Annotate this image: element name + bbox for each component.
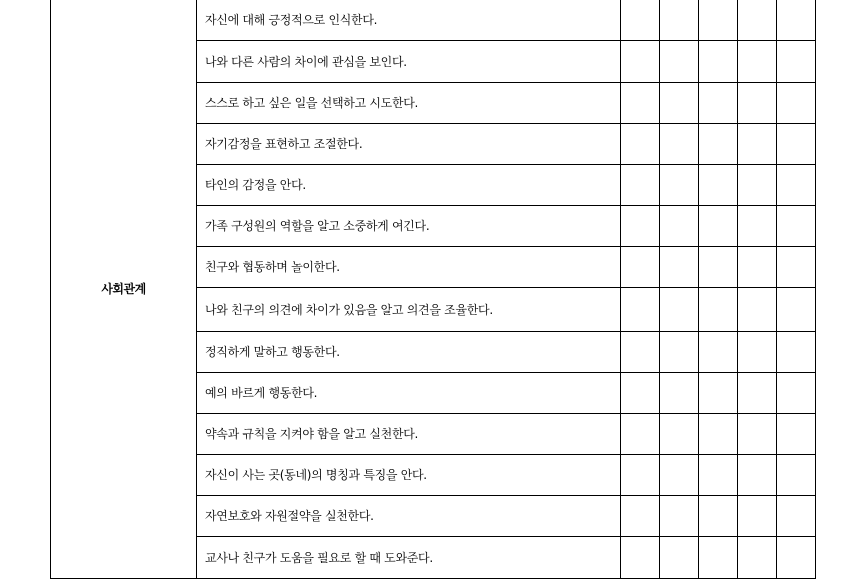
check-cell[interactable] (738, 287, 777, 331)
check-cell[interactable] (621, 164, 660, 205)
item-text: 자신이 사는 곳(동네)의 명칭과 특징을 안다. (197, 454, 621, 495)
check-cell[interactable] (699, 454, 738, 495)
check-cell[interactable] (738, 164, 777, 205)
item-text: 나와 친구의 의견에 차이가 있음을 알고 의견을 조율한다. (197, 287, 621, 331)
check-cell[interactable] (699, 536, 738, 578)
check-cell[interactable] (699, 413, 738, 454)
check-cell[interactable] (777, 454, 816, 495)
check-cell[interactable] (738, 331, 777, 372)
check-cell[interactable] (660, 246, 699, 287)
check-cell[interactable] (660, 454, 699, 495)
table-row (51, 0, 816, 40)
check-cell[interactable] (621, 0, 660, 40)
check-cell[interactable] (660, 164, 699, 205)
check-cell[interactable] (621, 40, 660, 82)
check-cell[interactable] (621, 123, 660, 164)
category-cell: 사회관계 (51, 0, 197, 578)
check-cell[interactable] (660, 372, 699, 413)
check-cell[interactable] (738, 372, 777, 413)
check-cell[interactable] (777, 495, 816, 536)
check-cell[interactable] (738, 205, 777, 246)
check-cell[interactable] (777, 331, 816, 372)
check-cell[interactable] (621, 82, 660, 123)
check-cell[interactable] (738, 495, 777, 536)
check-cell[interactable] (660, 287, 699, 331)
item-text: 스스로 하고 싶은 일을 선택하고 시도한다. (197, 82, 621, 123)
check-cell[interactable] (738, 536, 777, 578)
item-text: 교사나 친구가 도움을 필요로 할 때 도와준다. (197, 536, 621, 578)
item-text: 나와 다른 사람의 차이에 관심을 보인다. (197, 40, 621, 82)
check-cell[interactable] (621, 495, 660, 536)
check-cell[interactable] (777, 82, 816, 123)
item-text: 친구와 협동하며 놀이한다. (197, 246, 621, 287)
check-cell[interactable] (621, 246, 660, 287)
check-cell[interactable] (738, 413, 777, 454)
check-cell[interactable] (699, 287, 738, 331)
check-cell[interactable] (777, 40, 816, 82)
check-cell[interactable] (660, 0, 699, 40)
check-cell[interactable] (738, 40, 777, 82)
item-text: 가족 구성원의 역할을 알고 소중하게 여긴다. (197, 205, 621, 246)
check-cell[interactable] (660, 40, 699, 82)
item-text: 예의 바르게 행동한다. (197, 372, 621, 413)
check-cell[interactable] (621, 454, 660, 495)
check-cell[interactable] (621, 287, 660, 331)
item-text: 자신에 대해 긍정적으로 인식한다. (197, 0, 621, 40)
item-text: 정직하게 말하고 행동한다. (197, 331, 621, 372)
check-cell[interactable] (699, 82, 738, 123)
check-cell[interactable] (738, 82, 777, 123)
check-cell[interactable] (777, 372, 816, 413)
item-text: 약속과 규칙을 지켜야 함을 알고 실천한다. (197, 413, 621, 454)
check-cell[interactable] (660, 536, 699, 578)
assessment-table-body (51, 0, 816, 578)
check-cell[interactable] (660, 205, 699, 246)
check-cell[interactable] (699, 495, 738, 536)
check-cell[interactable] (699, 123, 738, 164)
check-cell[interactable] (621, 413, 660, 454)
item-text: 타인의 감정을 안다. (197, 164, 621, 205)
check-cell[interactable] (738, 454, 777, 495)
check-cell[interactable] (699, 246, 738, 287)
check-cell[interactable] (738, 0, 777, 40)
check-cell[interactable] (699, 40, 738, 82)
check-cell[interactable] (777, 0, 816, 40)
item-text: 자기감정을 표현하고 조절한다. (197, 123, 621, 164)
check-cell[interactable] (699, 331, 738, 372)
check-cell[interactable] (777, 123, 816, 164)
check-cell[interactable] (621, 331, 660, 372)
check-cell[interactable] (777, 536, 816, 578)
check-cell[interactable] (660, 413, 699, 454)
check-cell[interactable] (777, 164, 816, 205)
check-cell[interactable] (777, 413, 816, 454)
check-cell[interactable] (660, 331, 699, 372)
check-cell[interactable] (660, 123, 699, 164)
check-cell[interactable] (738, 246, 777, 287)
check-cell[interactable] (777, 246, 816, 287)
item-text: 자연보호와 자원절약을 실천한다. (197, 495, 621, 536)
check-cell[interactable] (660, 495, 699, 536)
check-cell[interactable] (699, 205, 738, 246)
check-cell[interactable] (777, 205, 816, 246)
check-cell[interactable] (621, 536, 660, 578)
check-cell[interactable] (660, 82, 699, 123)
check-cell[interactable] (699, 0, 738, 40)
check-cell[interactable] (621, 372, 660, 413)
check-cell[interactable] (699, 164, 738, 205)
check-cell[interactable] (699, 372, 738, 413)
check-cell[interactable] (738, 123, 777, 164)
check-cell[interactable] (777, 287, 816, 331)
assessment-table (50, 0, 816, 579)
check-cell[interactable] (621, 205, 660, 246)
